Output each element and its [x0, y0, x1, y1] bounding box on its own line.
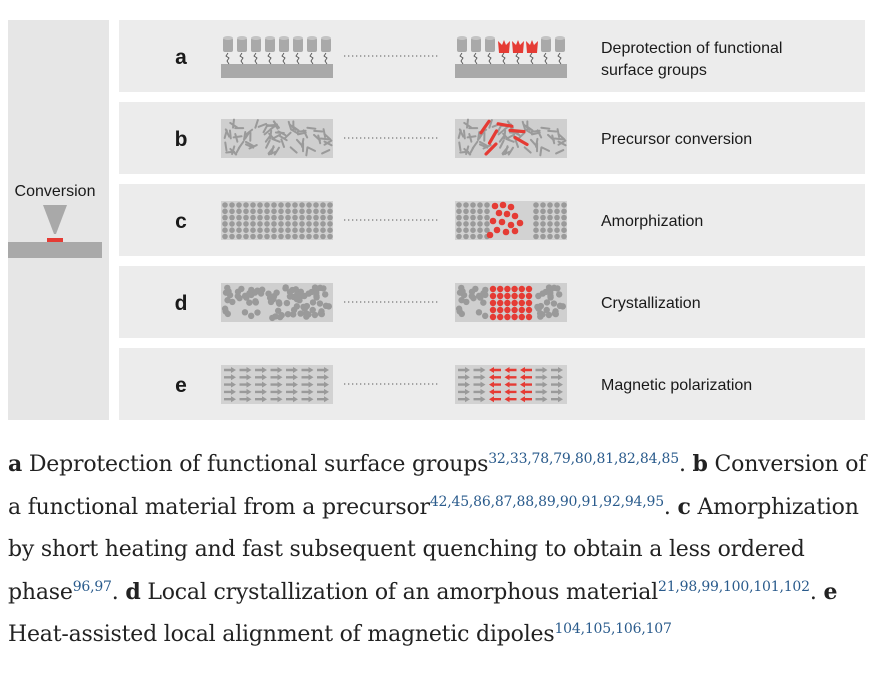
row-d [119, 266, 865, 338]
caption-part-letter: e [823, 579, 838, 605]
caption-punctuation: . [809, 580, 824, 605]
caption-part-text: Conversion of a functional material from a precursor [8, 452, 867, 520]
substrate-block [8, 242, 102, 258]
caption-part-text: Deprotection of functional surface groups [22, 452, 489, 477]
conversion-sidebar [8, 20, 109, 420]
row-label: Magnetic polarization [601, 377, 753, 394]
caption-reference-links[interactable]: 42,45,86,87,88,89,90,91,92,94,95 [429, 494, 664, 510]
caption-part-text: Local crystallization of an amorphous material [140, 580, 658, 605]
row-letter: c [175, 210, 187, 233]
caption-reference-links[interactable]: 104,105,106,107 [554, 621, 672, 637]
caption-part-letter: d [125, 579, 141, 605]
before-illustration [221, 283, 333, 322]
before-illustration [221, 201, 333, 240]
after-illustration [455, 201, 567, 240]
row-label: Crystallization [601, 295, 701, 312]
row-label: Amorphization [601, 213, 704, 230]
row-letter: e [175, 374, 187, 397]
figure-caption [8, 443, 870, 656]
before-illustration [221, 119, 333, 158]
caption-reference-links[interactable]: 32,33,78,79,80,81,82,84,85 [488, 451, 679, 467]
row-e [119, 348, 865, 420]
caption-reference-links[interactable]: 21,98,99,100,101,102 [657, 579, 810, 595]
row-label: Precursor conversion [601, 131, 753, 148]
row-letter: d [174, 292, 188, 315]
row-b [119, 102, 865, 174]
conversion-label: Conversion [14, 183, 96, 200]
caption-part-letter: c [677, 494, 691, 520]
caption-reference-links[interactable]: 96,97 [72, 579, 112, 595]
row-a [119, 20, 865, 92]
caption-part-text: Amorphization by short heating and fast subsequent quenching to obtain a less ordered phase [8, 495, 859, 605]
after-illustration [455, 283, 567, 322]
row-label: surface groups [601, 62, 707, 79]
row-letter: b [174, 128, 188, 151]
caption-punctuation: . [111, 580, 126, 605]
caption-part-text: Heat-assisted local alignment of magnetic dipoles [8, 622, 555, 647]
caption-punctuation: . [663, 495, 678, 520]
caption-part-letter: b [692, 451, 708, 477]
before-illustration [221, 365, 333, 404]
row-c [119, 184, 865, 256]
caption-punctuation: . [678, 452, 693, 477]
after-illustration [455, 119, 567, 158]
row-label: Deprotection of functional [601, 40, 783, 57]
caption-part-letter: a [8, 451, 23, 477]
after-illustration [455, 365, 567, 404]
row-letter: a [175, 46, 187, 69]
